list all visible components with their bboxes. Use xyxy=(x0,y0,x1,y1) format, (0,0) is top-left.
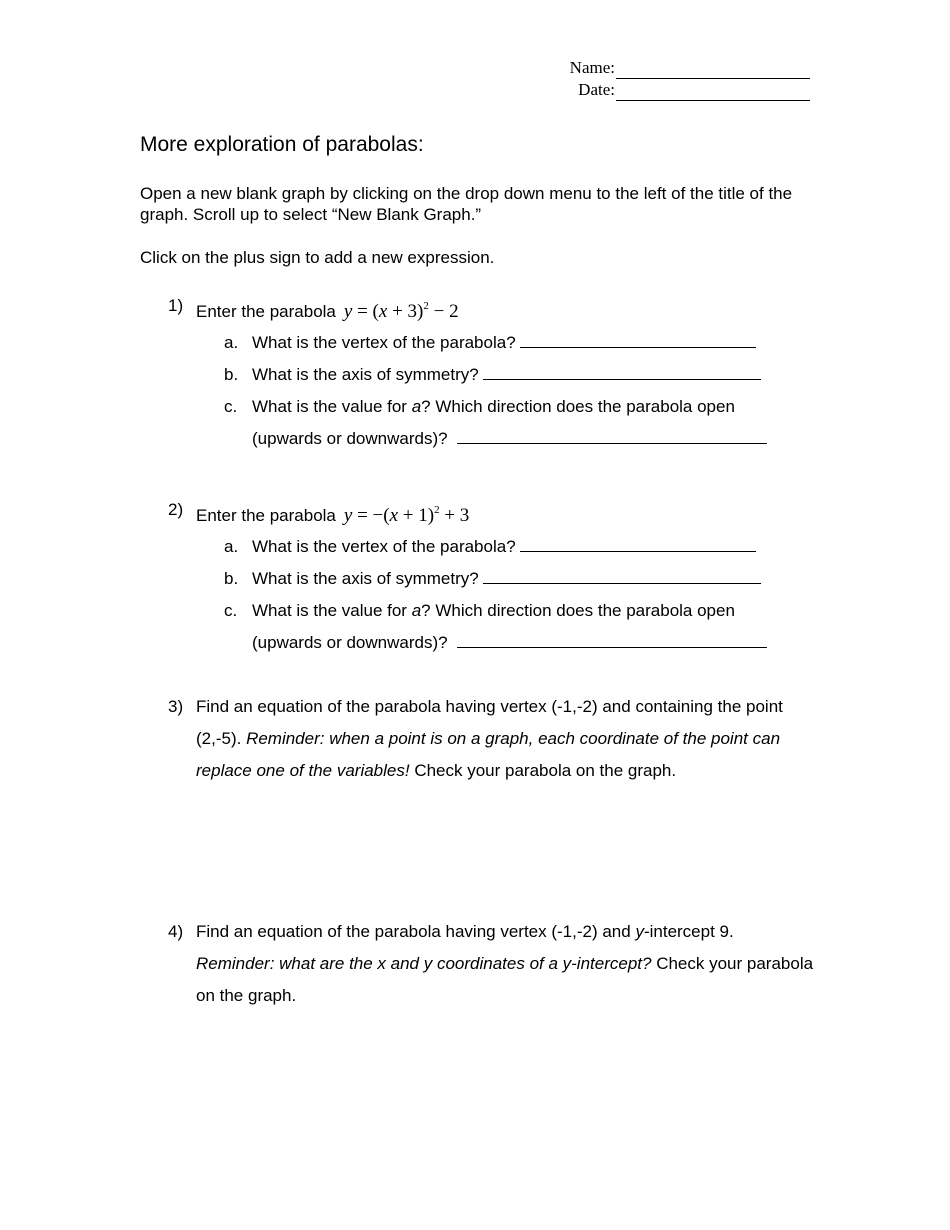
eq-part: − 2 xyxy=(428,301,459,322)
question-2-prompt-text: Enter the parabola xyxy=(196,506,336,525)
sub-text: What is the axis of symmetry? xyxy=(252,365,479,384)
sub-text: (upwards or downwards)? xyxy=(252,429,448,448)
sub-text: What is the vertex of the parabola? xyxy=(252,537,516,556)
answer-blank[interactable] xyxy=(483,567,761,584)
variable-a: a xyxy=(411,601,422,620)
name-field-row xyxy=(570,57,810,79)
question-4-body-end: Check your parabola on the graph. xyxy=(196,954,814,1005)
question-1-number: 1) xyxy=(168,296,184,315)
eq-part: = −( xyxy=(352,505,390,526)
answer-blank[interactable] xyxy=(457,427,767,444)
question-3-number: 3) xyxy=(168,697,184,716)
question-1b xyxy=(224,359,761,391)
eq-part: = ( xyxy=(352,301,379,322)
date-field-row xyxy=(570,79,810,101)
date-blank[interactable] xyxy=(616,83,810,101)
eq-part: + 3) xyxy=(387,301,424,322)
question-1-prompt xyxy=(196,290,816,328)
sub-letter: c. xyxy=(224,601,238,620)
instruction-paragraph-1: Open a new blank graph by clicking on the drop down menu to the left of the title of the graph. Scroll up to select “New Blank Graph.” xyxy=(140,184,793,224)
question-2c xyxy=(224,595,735,627)
eq-exponent: 2 xyxy=(434,504,440,516)
question-2a xyxy=(224,531,756,563)
sub-text: ? Which direction does the parabola open xyxy=(421,601,735,620)
question-1-prompt-text: Enter the parabola xyxy=(196,302,336,321)
sub-letter: a. xyxy=(224,537,239,556)
eq-part: + 3 xyxy=(439,505,470,526)
eq-y: y xyxy=(343,301,353,322)
sub-letter: a. xyxy=(224,333,239,352)
sub-text: What is the value for xyxy=(252,601,412,620)
answer-blank[interactable] xyxy=(457,631,767,648)
variable-a: a xyxy=(411,397,422,416)
eq-x: x xyxy=(378,301,388,322)
question-2-equation xyxy=(344,505,469,526)
eq-exponent: 2 xyxy=(423,300,429,312)
page-title: More exploration of parabolas: xyxy=(140,133,424,156)
answer-blank[interactable] xyxy=(520,331,756,348)
name-label: Name: xyxy=(569,58,615,77)
sub-letter: b. xyxy=(224,365,239,384)
sub-text: What is the vertex of the parabola? xyxy=(252,333,516,352)
eq-y: y xyxy=(343,505,353,526)
question-3-body: Find an equation of the parabola having vertex (-1,-2) and containing the point (2,-5). xyxy=(196,697,783,748)
sub-text: What is the value for xyxy=(252,397,412,416)
question-1c-line2 xyxy=(252,423,767,455)
question-2b xyxy=(224,563,761,595)
date-label: Date: xyxy=(578,80,615,99)
question-3-body-end: Check your parabola on the graph. xyxy=(409,761,677,780)
instruction-paragraph-2: Click on the plus sign to add a new expression. xyxy=(140,248,495,267)
sub-text: ? Which direction does the parabola open xyxy=(421,397,735,416)
variable-y: y xyxy=(635,922,644,941)
question-1-equation xyxy=(344,301,459,322)
question-4-body-mid: -intercept 9. xyxy=(643,922,734,941)
question-4-body: Find an equation of the parabola having vertex (-1,-2) and xyxy=(196,922,636,941)
eq-part: + 1) xyxy=(398,505,435,526)
question-4-reminder: Reminder: what are the x and y coordinates of a y-intercept? xyxy=(196,954,652,973)
question-2c-line2 xyxy=(252,627,767,659)
sub-letter: c. xyxy=(224,397,238,416)
answer-blank[interactable] xyxy=(520,535,756,552)
sub-letter: b. xyxy=(224,569,239,588)
question-3-text xyxy=(196,691,816,787)
question-3-reminder: Reminder: when a point is on a graph, each coordinate of the point can replace one of the variables! xyxy=(196,729,781,780)
question-2-number: 2) xyxy=(168,500,184,519)
answer-blank[interactable] xyxy=(483,363,761,380)
question-1a xyxy=(224,327,756,359)
question-1c xyxy=(224,391,735,423)
header-fields xyxy=(570,57,810,101)
question-4-number: 4) xyxy=(168,922,184,941)
sub-text: (upwards or downwards)? xyxy=(252,633,448,652)
name-blank[interactable] xyxy=(616,61,810,79)
eq-x: x xyxy=(389,505,399,526)
question-2-prompt xyxy=(196,494,816,532)
question-4-text xyxy=(196,916,816,1012)
sub-text: What is the axis of symmetry? xyxy=(252,569,479,588)
